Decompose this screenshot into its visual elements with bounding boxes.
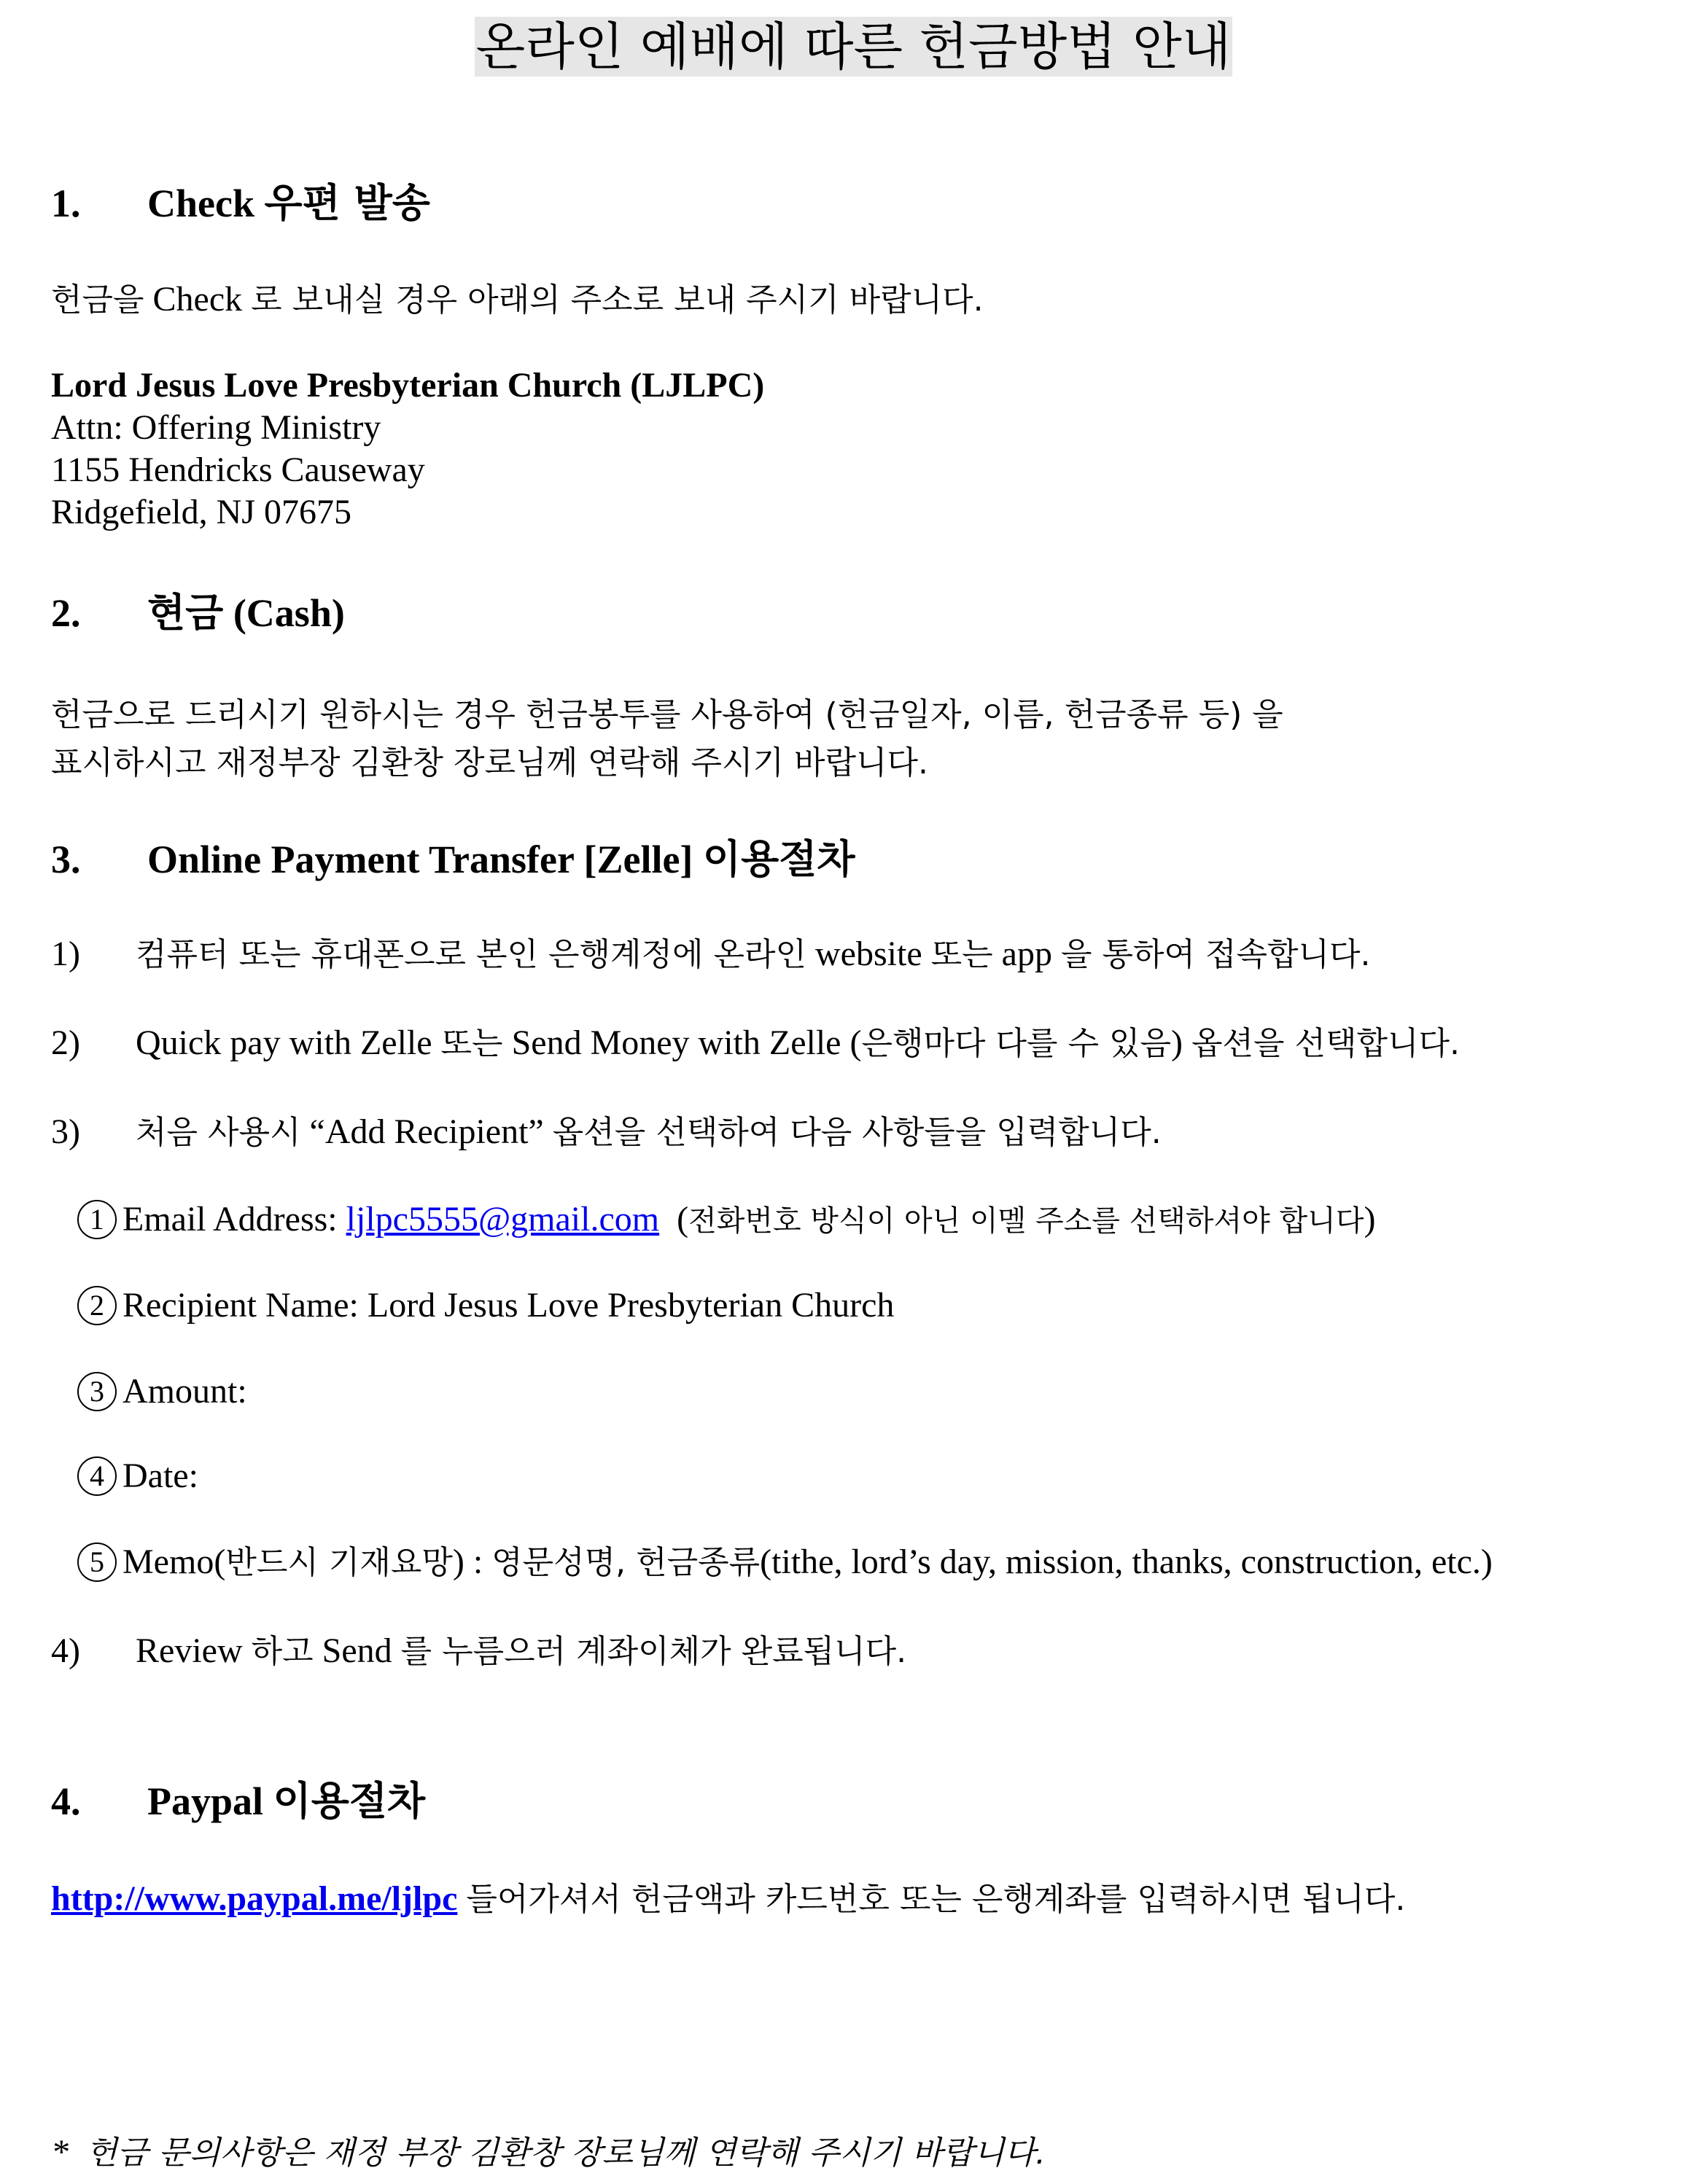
section-2-body <box>51 691 1283 787</box>
step-2-text-a: Quick pay with Zelle <box>136 1023 432 1062</box>
section-4-number: 4. <box>51 1779 81 1823</box>
step-2 <box>51 1022 1460 1065</box>
section-1-intro-en: Check <box>152 280 243 319</box>
section-4-text: 들어가셔서 헌금액과 카드번호 또는 은행계좌를 입력하시면 됩니다. <box>466 1881 1406 1918</box>
section-3-number: 3. <box>51 838 81 881</box>
field-email-note: 전화번호 방식이 아닌 이멜 주소를 선택하셔야 합니다 <box>688 1204 1364 1238</box>
step-4-text-b: 하고 <box>251 1633 314 1670</box>
step-3-text-c: 옵션을 선택하여 다음 사항들을 입력합니다. <box>552 1114 1162 1151</box>
section-1-number: 1. <box>51 182 81 225</box>
step-1-number: 1) <box>51 935 80 973</box>
step-3 <box>51 1111 1162 1154</box>
section-1-title-kr: 우편 발송 <box>264 180 430 226</box>
section-1-intro-kr2: 로 보내실 경우 아래의 주소로 보내 주시기 바랍니다. <box>251 281 984 319</box>
section-3-title-kr: 이용절차 <box>702 836 855 882</box>
step-1-text-a: 컴퓨터 또는 휴대폰으로 본인 은행계정에 온라인 <box>136 936 807 973</box>
step-4 <box>51 1630 906 1673</box>
section-1-heading <box>51 179 430 227</box>
field-recipient-label: Recipient Name: Lord Jesus Love Presbyterian Church <box>123 1286 895 1325</box>
field-email-note-close: ) <box>1364 1200 1376 1239</box>
footer-text: 헌금 문의사항은 재정 부장 김환창 장로님께 연락해 주시기 바랍니다. <box>86 2134 1046 2172</box>
field-memo-label-kr1: 반드시 기재요망 <box>225 1544 453 1581</box>
section-4-title-en: Paypal <box>147 1779 264 1823</box>
step-2-text-e: ) <box>1170 1023 1183 1062</box>
section-2-number: 2. <box>51 591 81 635</box>
section-3-title-en: Online Payment Transfer [Zelle] <box>147 838 693 881</box>
field-memo <box>77 1541 1493 1585</box>
section-2-heading <box>51 589 345 637</box>
circled-number-3: 3 <box>77 1372 117 1411</box>
step-2-text-c: Send Money with Zelle ( <box>511 1023 862 1062</box>
field-memo-label-kr2: 영문성명, 헌금종류 <box>491 1544 761 1581</box>
step-2-number: 2) <box>51 1023 80 1062</box>
section-1-intro-kr1: 헌금을 <box>51 281 144 319</box>
field-date-label: Date: <box>123 1456 198 1495</box>
circled-number-5: 5 <box>77 1543 117 1582</box>
email-link[interactable]: ljlpc5555@gmail.com <box>346 1200 660 1239</box>
step-3-text-a: 처음 사용시 <box>136 1114 301 1151</box>
step-2-text-b: 또는 <box>440 1025 503 1062</box>
paypal-link[interactable]: http://www.paypal.me/ljlpc <box>51 1879 458 1918</box>
section-2-line-2: 표시하시고 재정부장 김환창 장로님께 연락해 주시기 바랍니다. <box>51 744 929 781</box>
step-4-text-a: Review <box>136 1631 243 1670</box>
field-memo-label-b: ) : <box>452 1543 483 1581</box>
address-street: 1155 Hendricks Causeway <box>51 451 425 489</box>
footer-star: * <box>51 2133 69 2172</box>
field-amount-label: Amount: <box>123 1372 247 1411</box>
step-3-text-b: “Add Recipient” <box>309 1112 544 1151</box>
step-1-text-b: website <box>815 935 922 973</box>
circled-number-1: 1 <box>77 1200 117 1239</box>
field-date <box>77 1455 198 1499</box>
field-memo-label-a: Memo( <box>123 1543 226 1581</box>
step-4-text-c: Send <box>322 1631 392 1670</box>
step-2-text-d: 은행마다 다를 수 있음 <box>861 1025 1171 1062</box>
field-recipient <box>77 1284 894 1328</box>
step-2-text-f: 옵션을 선택합니다. <box>1191 1025 1460 1062</box>
circled-number-2: 2 <box>77 1286 117 1325</box>
step-1-text-c: 또는 <box>930 936 993 973</box>
section-4-body <box>51 1878 1405 1921</box>
step-4-text-d: 를 누름으러 계좌이체가 완료됩니다. <box>400 1633 907 1670</box>
section-4-title-kr: 이용절차 <box>273 1778 426 1824</box>
address-attn: Attn: Offering Ministry <box>51 408 381 447</box>
field-memo-label-c: (tithe, lord’s day, mission, thanks, construction, etc.) <box>760 1543 1493 1581</box>
field-amount <box>77 1370 247 1414</box>
step-3-number: 3) <box>51 1112 80 1151</box>
address-city: Ridgefield, NJ 07675 <box>51 493 351 531</box>
field-email <box>77 1198 1375 1242</box>
step-1 <box>51 933 1370 976</box>
footer-note <box>51 2132 1046 2175</box>
step-1-text-e: 을 통하여 접속합니다. <box>1060 936 1371 973</box>
step-4-number: 4) <box>51 1631 80 1670</box>
section-1-intro <box>51 278 984 321</box>
section-4-heading <box>51 1777 425 1825</box>
field-email-note-open: ( <box>677 1200 689 1239</box>
step-1-text-d: app <box>1001 935 1052 973</box>
section-1-title-en: Check <box>147 182 254 225</box>
page-title <box>0 10 1707 83</box>
address-church-name: Lord Jesus Love Presbyterian Church (LJLPC) <box>51 366 765 405</box>
field-email-label: Email Address: <box>123 1200 338 1239</box>
section-2-title-en: (Cash) <box>233 591 345 635</box>
section-2-title-kr: 현금 <box>147 590 224 636</box>
page-title-text: 온라인 예배에 따른 헌금방법 안내 <box>475 17 1232 77</box>
section-2-line-1: 헌금으로 드리시기 원하시는 경우 헌금봉투를 사용하여 (헌금일자, 이름, 헌금종류 등) 을 <box>51 696 1283 733</box>
section-3-heading <box>51 835 855 884</box>
mailing-address <box>51 364 764 534</box>
circled-number-4: 4 <box>77 1456 117 1496</box>
